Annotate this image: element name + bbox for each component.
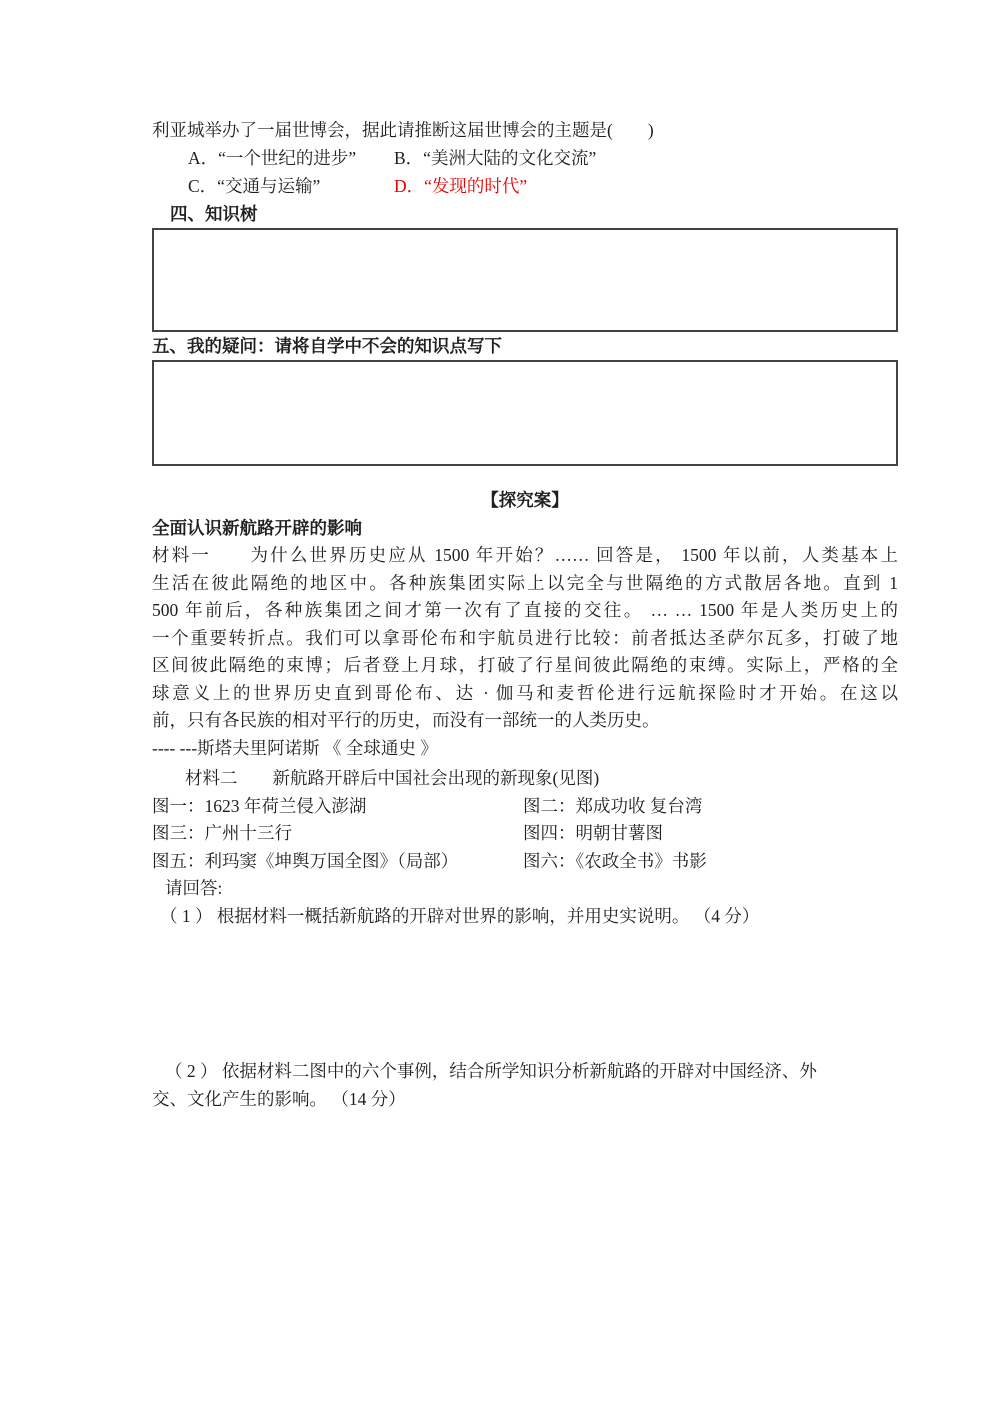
inquiry-case-header: 【探究案】 — [481, 490, 569, 510]
question-two-line: 交、文化产生的影响。 （14 分） — [152, 1088, 406, 1109]
answer-prompt: 请回答: — [165, 878, 223, 898]
document-content — [152, 0, 898, 1113]
question-stem: 利亚城举办了一届世博会，据此请推断这届世博会的主题是( ) — [152, 120, 654, 140]
figure-five-caption: 图五：利玛窦《坤舆万国全图》（局部） — [152, 850, 459, 871]
figure-six-caption: 图六：《农政全书》书影 — [523, 850, 707, 871]
question-two-line: （ 2 ） 依据材料二图中的六个事例，结合所学知识分析新航路的开辟对中国经济、外 — [165, 1061, 817, 1081]
my-questions-box — [152, 360, 898, 466]
figure-two-caption: 图二：郑成功收 复台湾 — [523, 795, 703, 816]
material-one-line: 生活在彼此隔绝的地区中。各种族集团实际上以完全与世隔绝的方式散居各地。直到 1 — [152, 572, 898, 593]
figure-caption-row — [152, 820, 898, 848]
material-one-line: 500 年前后，各种族集团之间才第一次有了直接的交往。 … … 1500 年是人类历史上的 — [152, 600, 898, 620]
figure-one-caption: 图一：1623 年荷兰侵入澎湖 — [152, 795, 367, 816]
section-five-heading: 五、我的疑问：请将自学中不会的知识点写下 — [152, 336, 502, 356]
section-four-heading: 四、知识树 — [170, 204, 258, 224]
inquiry-topic: 全面认识新航路开辟的影响 — [152, 518, 362, 538]
material-one-paragraph — [152, 542, 898, 735]
option-a: A．“一个世纪的进步” — [188, 148, 357, 168]
options-row-1 — [152, 144, 898, 172]
options-row-2 — [152, 172, 898, 200]
material-one-line: 一个重要转折点。我们可以拿哥伦布和宇航员进行比较：前者抵达圣萨尔瓦多，打破了地 — [152, 627, 898, 648]
material-one-line: 区间彼此隔绝的束博；后者登上月球，打破了行星间彼此隔绝的束缚。实际上，严格的全 — [152, 655, 898, 675]
material-one-line: 球意义上的世界历史直到哥伦布、达 · 伽马和麦哲伦进行远航探险时才开始。在这以 — [152, 682, 898, 703]
figure-caption-row — [152, 848, 898, 876]
question-two — [152, 1058, 898, 1113]
material-one-line: 前，只有各民族的相对平行的历史，而没有一部统一的人类历史。 — [152, 710, 660, 730]
option-b: B．“美洲大陆的文化交流” — [394, 148, 597, 168]
option-d-answer: D．“发现的时代” — [394, 176, 528, 196]
knowledge-tree-box — [152, 228, 898, 332]
figure-four-caption: 图四：明朝甘薯图 — [523, 823, 663, 843]
question-one: （ 1 ） 根据材料一概括新航路的开辟对世界的影响，并用史实说明。 （4 分） — [160, 905, 760, 926]
figure-caption-row — [152, 793, 898, 821]
figure-three-caption: 图三：广州十三行 — [152, 823, 292, 843]
source-attribution: ---- ---斯塔夫里阿诺斯 《 全球通史 》 — [152, 737, 438, 758]
material-one-line: 材料一 为什么世界历史应从 1500 年开始？…… 回答是， 1500 年以前，人类基本上 — [152, 545, 898, 565]
option-c: C．“交通与运输” — [188, 176, 321, 196]
material-two-intro: 材料二 新航路开辟后中国社会出现的新现象(见图) — [185, 768, 600, 788]
